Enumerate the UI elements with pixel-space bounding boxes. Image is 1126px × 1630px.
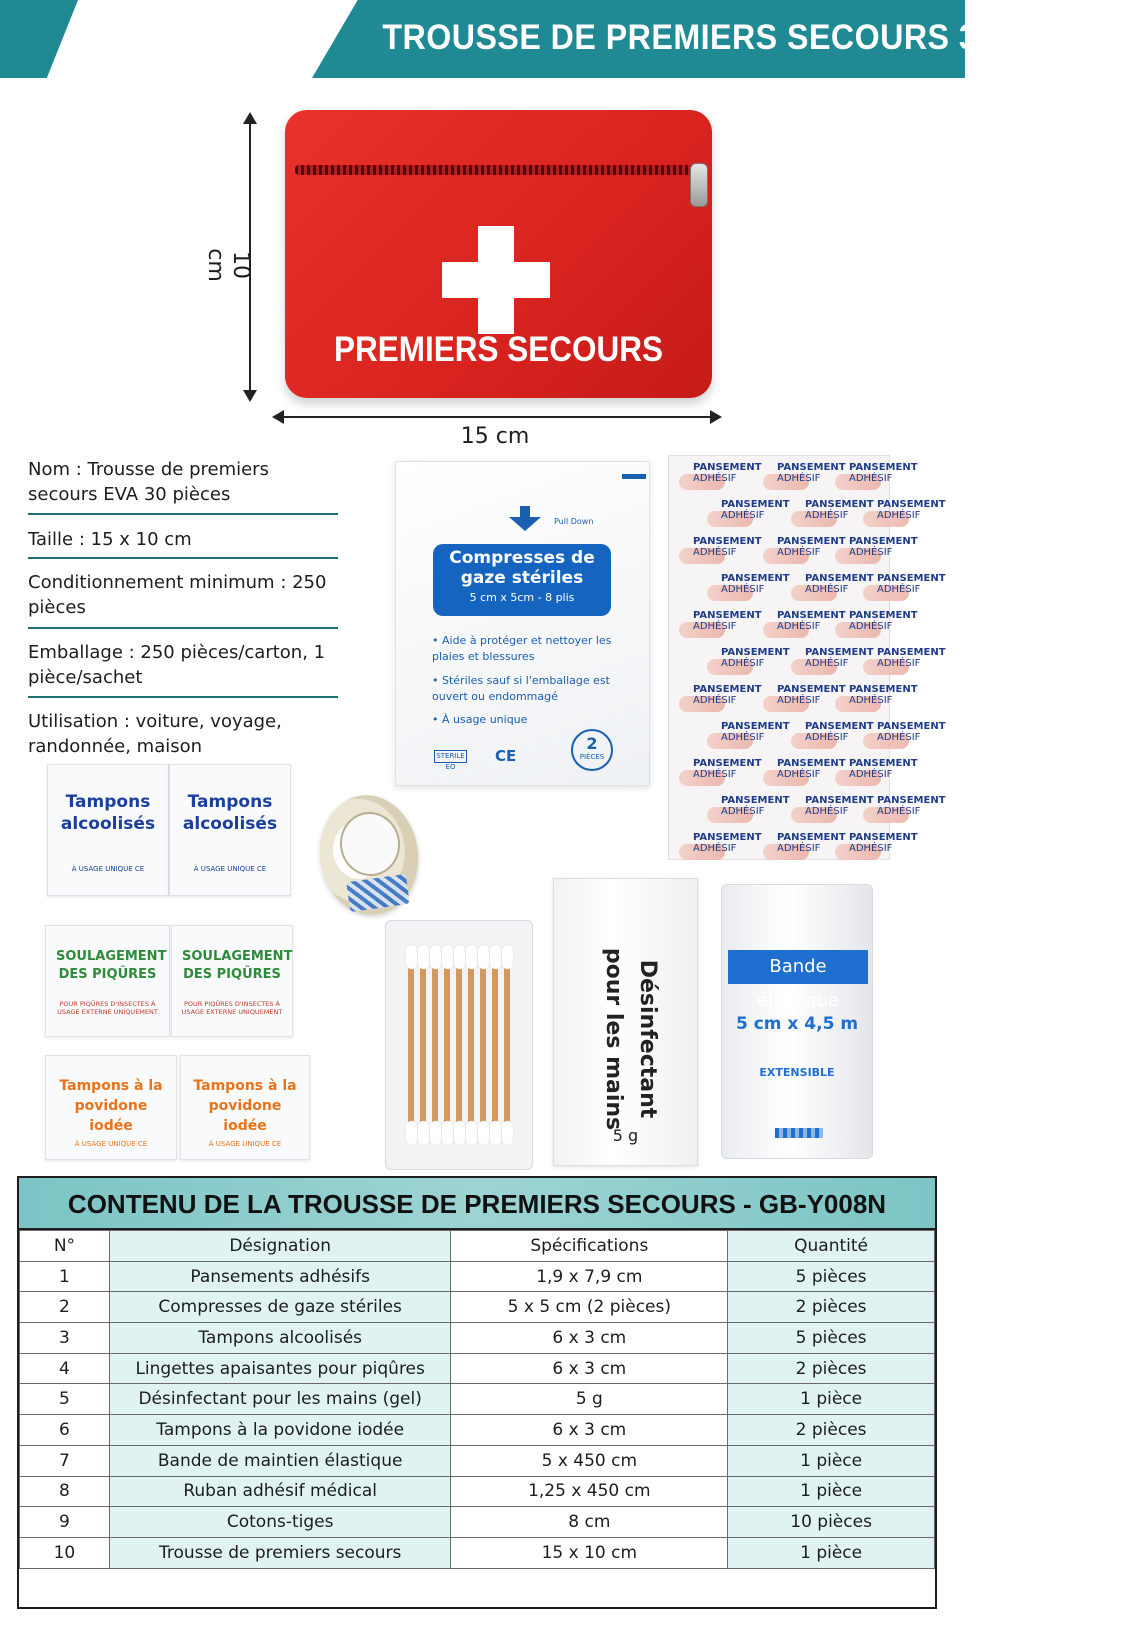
bandage-word: ADHÉSIF <box>805 732 849 743</box>
row-number: 8 <box>20 1476 110 1507</box>
gauze-title-box <box>433 544 611 616</box>
bandage-word: ADHÉSIF <box>693 769 737 780</box>
row-specification: 1,9 x 7,9 cm <box>451 1261 728 1292</box>
bandage-label <box>849 610 918 632</box>
swab-tip <box>454 945 465 969</box>
bandage-word: ADHÉSIF <box>721 584 765 595</box>
bandage-label <box>721 499 790 521</box>
bandage-word: ADHÉSIF <box>849 695 893 706</box>
row-designation: Compresses de gaze stériles <box>109 1292 451 1323</box>
swab-tip <box>466 945 477 969</box>
row-designation: Tampons à la povidone iodée <box>109 1415 451 1446</box>
alcohol-pad-foot: À USAGE UNIQUE CE <box>193 865 267 873</box>
ce-mark: CE <box>495 747 517 765</box>
bandage-label <box>849 832 918 854</box>
swab-tip <box>502 1121 513 1145</box>
zipper-pull <box>690 163 708 207</box>
bandage-label <box>849 684 918 706</box>
row-designation: Lingettes apaisantes pour piqûres <box>109 1353 451 1384</box>
table-row <box>20 1476 935 1507</box>
row-quantity: 10 pièces <box>728 1507 935 1538</box>
bandage-word: PANSEMENT <box>877 721 946 732</box>
bandage-label <box>877 499 946 521</box>
pull-down-label: Pull Down <box>554 517 594 526</box>
iodine-pad-title: Tampons à la povidone iodée <box>59 1078 163 1134</box>
swab-stick <box>432 961 438 1131</box>
bandage-word: PANSEMENT <box>849 832 918 843</box>
bandage-word: PANSEMENT <box>721 647 790 658</box>
row-specification: 6 x 3 cm <box>451 1353 728 1384</box>
arrow-right-icon <box>710 410 722 424</box>
bandage-word: ADHÉSIF <box>877 806 921 817</box>
swab-tip <box>502 945 513 969</box>
iodine-pad-title: Tampons à la povidone iodée <box>193 1078 297 1134</box>
gauze-bullet: • Aide à protéger et nettoyer les plaies et blessures <box>432 634 612 663</box>
bandage-label <box>721 573 790 595</box>
swab-stick <box>480 961 486 1131</box>
column-header: Quantité <box>728 1231 935 1262</box>
elastic-size: 5 cm x 4,5 m <box>735 1014 859 1034</box>
bandage-word: PANSEMENT <box>849 684 918 695</box>
row-number: 10 <box>20 1537 110 1568</box>
bandage-word: PANSEMENT <box>693 610 762 621</box>
swab-tip <box>418 945 429 969</box>
swab-stick <box>444 961 450 1131</box>
sting-relief-sachet <box>171 925 293 1037</box>
row-specification: 8 cm <box>451 1507 728 1538</box>
bandage-label <box>721 721 790 743</box>
alcohol-pad-title: Tampons alcoolisés <box>182 792 278 834</box>
swab-tip <box>478 945 489 969</box>
alcohol-pad-sachet <box>169 764 291 896</box>
bandage-label <box>693 610 762 632</box>
row-quantity: 1 pièce <box>728 1445 935 1476</box>
sanitizer-weight: 5 g <box>612 1126 639 1145</box>
bandage-label <box>877 647 946 669</box>
bandage-word: ADHÉSIF <box>777 473 821 484</box>
bandage-label <box>721 795 790 817</box>
height-label: 10 cm <box>203 248 253 282</box>
sting-relief-sachet <box>45 925 170 1037</box>
bandage-word: ADHÉSIF <box>693 621 737 632</box>
bandage-word: ADHÉSIF <box>877 658 921 669</box>
bandage-word: PANSEMENT <box>721 573 790 584</box>
pull-down-arrow-icon-head <box>509 517 541 531</box>
bandage-word: PANSEMENT <box>805 573 874 584</box>
bandage-word: ADHÉSIF <box>805 806 849 817</box>
bandage-word: PANSEMENT <box>721 499 790 510</box>
bandage-word: ADHÉSIF <box>849 473 893 484</box>
bandage-label <box>693 684 762 706</box>
row-number: 1 <box>20 1261 110 1292</box>
bandage-label <box>721 647 790 669</box>
row-designation: Pansements adhésifs <box>109 1261 451 1292</box>
swab-stick <box>456 961 462 1131</box>
swab-tip <box>430 1121 441 1145</box>
spec-divider <box>28 696 338 698</box>
bandage-word: ADHÉSIF <box>849 547 893 558</box>
row-designation: Tampons alcoolisés <box>109 1323 451 1354</box>
spec-divider <box>28 627 338 629</box>
elastic-title: Bande élastique <box>728 950 868 984</box>
swab-stick <box>492 961 498 1131</box>
bandage-word: ADHÉSIF <box>777 843 821 854</box>
sterile-eo-badge: STERILE EO <box>434 750 467 763</box>
bandage-word: ADHÉSIF <box>849 621 893 632</box>
gauze-title: Compresses de gaze stériles <box>449 548 595 588</box>
iodine-pad-foot: À USAGE UNIQUE CE <box>74 1140 148 1148</box>
bandage-word: PANSEMENT <box>805 721 874 732</box>
bandage-word: ADHÉSIF <box>849 769 893 780</box>
table-row <box>20 1323 935 1354</box>
row-designation: Trousse de premiers secours <box>109 1537 451 1568</box>
swab-tip <box>478 1121 489 1145</box>
swab-tip <box>418 1121 429 1145</box>
bandage-label <box>877 573 946 595</box>
cotton-swabs-bag <box>385 920 533 1170</box>
width-label: 15 cm <box>460 424 530 449</box>
bandage-word: ADHÉSIF <box>877 732 921 743</box>
bandage-word: PANSEMENT <box>721 721 790 732</box>
bandage-clip <box>775 1128 823 1138</box>
bandage-word: ADHÉSIF <box>693 473 737 484</box>
bandage-word: ADHÉSIF <box>721 732 765 743</box>
contents-grid <box>19 1230 935 1569</box>
bandage-word: PANSEMENT <box>693 758 762 769</box>
bandage-word: ADHÉSIF <box>777 769 821 780</box>
row-quantity: 1 pièce <box>728 1537 935 1568</box>
row-quantity: 5 pièces <box>728 1261 935 1292</box>
alcohol-pad-title: Tampons alcoolisés <box>60 792 156 834</box>
bandage-word: PANSEMENT <box>805 795 874 806</box>
row-number: 3 <box>20 1323 110 1354</box>
swab-tip <box>406 945 417 969</box>
bandage-word: ADHÉSIF <box>721 658 765 669</box>
row-quantity: 5 pièces <box>728 1323 935 1354</box>
table-row <box>20 1507 935 1538</box>
row-number: 4 <box>20 1353 110 1384</box>
bandage-word: PANSEMENT <box>849 758 918 769</box>
table-row <box>20 1261 935 1292</box>
bandage-word: ADHÉSIF <box>877 510 921 521</box>
iodine-pad-foot: À USAGE UNIQUE CE <box>208 1140 282 1148</box>
bandage-word: ADHÉSIF <box>805 658 849 669</box>
bandage-label <box>877 795 946 817</box>
bandage-word: PANSEMENT <box>693 536 762 547</box>
sting-relief-title: SOULAGEMENT DES PIQÛRES <box>56 949 167 982</box>
bandage-word: PANSEMENT <box>777 536 846 547</box>
spec-name: Nom : Trousse de premiers secours EVA 30 pièces <box>28 459 269 505</box>
table-title: CONTENU DE LA TROUSSE DE PREMIERS SECOURS - GB-Y008N <box>19 1178 935 1230</box>
piece-count-badge <box>571 729 613 771</box>
column-header: N° <box>20 1231 110 1262</box>
column-header: Désignation <box>109 1231 451 1262</box>
row-designation: Ruban adhésif médical <box>109 1476 451 1507</box>
swab-tip <box>406 1121 417 1145</box>
header-accent <box>0 0 78 78</box>
spec-divider <box>28 513 338 515</box>
row-number: 2 <box>20 1292 110 1323</box>
sanitizer-title: Désinfectant pour les mains <box>601 947 660 1131</box>
bandage-word: PANSEMENT <box>777 462 846 473</box>
spec-usage: Utilisation : voiture, voyage, randonnée, maison <box>28 711 282 757</box>
zipper <box>295 165 700 175</box>
swab-stick <box>408 961 414 1131</box>
piece-count-label: PIÈCES <box>579 753 605 761</box>
row-specification: 6 x 3 cm <box>451 1415 728 1446</box>
bandage-word: PANSEMENT <box>877 499 946 510</box>
bandage-word: ADHÉSIF <box>693 843 737 854</box>
row-specification: 6 x 3 cm <box>451 1323 728 1354</box>
bandage-label <box>693 536 762 558</box>
row-designation: Cotons-tiges <box>109 1507 451 1538</box>
row-quantity: 1 pièce <box>728 1384 935 1415</box>
row-number: 7 <box>20 1445 110 1476</box>
row-specification: 15 x 10 cm <box>451 1537 728 1568</box>
bandage-word: ADHÉSIF <box>805 510 849 521</box>
swab-tip <box>490 945 501 969</box>
medical-cross-icon-bar <box>442 262 550 298</box>
bandage-word: PANSEMENT <box>877 573 946 584</box>
bandage-label <box>693 462 762 484</box>
sting-relief-title: SOULAGEMENT DES PIQÛRES <box>182 949 293 982</box>
sting-relief-foot: POUR PIQÛRES D'INSECTES À USAGE EXTERNE UNIQUEMENT <box>57 1000 158 1016</box>
row-quantity: 2 pièces <box>728 1353 935 1384</box>
bandage-label <box>693 758 762 780</box>
gauze-bullet: • À usage unique <box>432 713 528 726</box>
bandage-word: PANSEMENT <box>805 647 874 658</box>
row-specification: 1,25 x 450 cm <box>451 1476 728 1507</box>
iodine-pad-sachet <box>180 1055 310 1160</box>
bandage-word: ADHÉSIF <box>877 584 921 595</box>
arrow-down-icon <box>243 390 257 402</box>
row-quantity: 2 pièces <box>728 1292 935 1323</box>
bandage-word: ADHÉSIF <box>849 843 893 854</box>
bandage-word: PANSEMENT <box>693 462 762 473</box>
spec-divider <box>28 557 338 559</box>
spec-min-order: Conditionnement minimum : 250 pièces <box>28 572 327 618</box>
row-quantity: 1 pièce <box>728 1476 935 1507</box>
bandage-word: ADHÉSIF <box>693 547 737 558</box>
alcohol-pad-foot: À USAGE UNIQUE CE <box>71 865 145 873</box>
bandage-word: PANSEMENT <box>777 832 846 843</box>
bandage-word: ADHÉSIF <box>777 621 821 632</box>
row-specification: 5 g <box>451 1384 728 1415</box>
table-row <box>20 1384 935 1415</box>
swab-stick <box>468 961 474 1131</box>
bandage-word: PANSEMENT <box>777 758 846 769</box>
arrow-left-icon <box>272 410 284 424</box>
bandage-word: ADHÉSIF <box>805 584 849 595</box>
row-specification: 5 x 450 cm <box>451 1445 728 1476</box>
bandage-word: ADHÉSIF <box>721 510 765 521</box>
bandage-word: ADHÉSIF <box>777 547 821 558</box>
bandage-word: PANSEMENT <box>877 795 946 806</box>
row-number: 9 <box>20 1507 110 1538</box>
swab-tip <box>454 1121 465 1145</box>
bandage-word: PANSEMENT <box>777 684 846 695</box>
bandage-word: PANSEMENT <box>849 610 918 621</box>
swab-tip <box>430 945 441 969</box>
swab-tip <box>442 945 453 969</box>
page-title: TROUSSE DE PREMIERS SECOURS 30 PIÈCES <box>382 18 1126 57</box>
table-row <box>20 1292 935 1323</box>
bandage-word: ADHÉSIF <box>721 806 765 817</box>
gauze-size: 5 cm x 5cm - 8 plis <box>469 591 575 604</box>
bandage-word: PANSEMENT <box>805 499 874 510</box>
bandage-label <box>849 536 918 558</box>
table-row <box>20 1445 935 1476</box>
row-designation: Désinfectant pour les mains (gel) <box>109 1384 451 1415</box>
swab-stick <box>420 961 426 1131</box>
bandage-word: PANSEMENT <box>693 832 762 843</box>
adhesive-bandages-pack <box>668 455 946 860</box>
bandage-word: PANSEMENT <box>877 647 946 658</box>
column-header: Spécifications <box>451 1231 728 1262</box>
bandage-label <box>849 462 918 484</box>
table-header-row <box>20 1231 935 1262</box>
alcohol-pad-sachet <box>47 764 169 896</box>
arrow-up-icon <box>243 112 257 124</box>
elastic-note: EXTENSIBLE <box>759 1066 835 1079</box>
bandage-word: PANSEMENT <box>777 610 846 621</box>
row-number: 6 <box>20 1415 110 1446</box>
pouch-label: PREMIERS SECOURS <box>333 330 664 369</box>
bandage-word: ADHÉSIF <box>777 695 821 706</box>
pack-tab <box>622 474 646 479</box>
swab-tip <box>490 1121 501 1145</box>
row-designation: Bande de maintien élastique <box>109 1445 451 1476</box>
piece-count: 2 <box>586 734 598 753</box>
bandage-word: PANSEMENT <box>849 536 918 547</box>
swab-tip <box>442 1121 453 1145</box>
bandage-word: ADHÉSIF <box>693 695 737 706</box>
swab-tip <box>466 1121 477 1145</box>
table-row <box>20 1415 935 1446</box>
bandage-word: PANSEMENT <box>693 684 762 695</box>
bandage-label <box>849 758 918 780</box>
contents-table <box>17 1176 937 1609</box>
table-row <box>20 1353 935 1384</box>
swab-stick <box>504 961 510 1131</box>
row-quantity: 2 pièces <box>728 1415 935 1446</box>
bandage-label <box>693 832 762 854</box>
bandage-word: PANSEMENT <box>849 462 918 473</box>
sting-relief-foot: POUR PIQÛRES D'INSECTES À USAGE EXTERNE UNIQUEMENT <box>181 1000 283 1016</box>
spec-packaging: Emballage : 250 pièces/carton, 1 pièce/sachet <box>28 642 326 688</box>
bandage-word: PANSEMENT <box>721 795 790 806</box>
gauze-bullet: • Stériles sauf si l'emballage est ouvert ou endommagé <box>432 674 610 703</box>
iodine-pad-sachet <box>45 1055 177 1160</box>
width-dimension-line <box>278 416 713 418</box>
row-number: 5 <box>20 1384 110 1415</box>
bandage-label <box>877 721 946 743</box>
row-specification: 5 x 5 cm (2 pièces) <box>451 1292 728 1323</box>
spec-size: Taille : 15 x 10 cm <box>28 529 192 550</box>
table-row <box>20 1537 935 1568</box>
